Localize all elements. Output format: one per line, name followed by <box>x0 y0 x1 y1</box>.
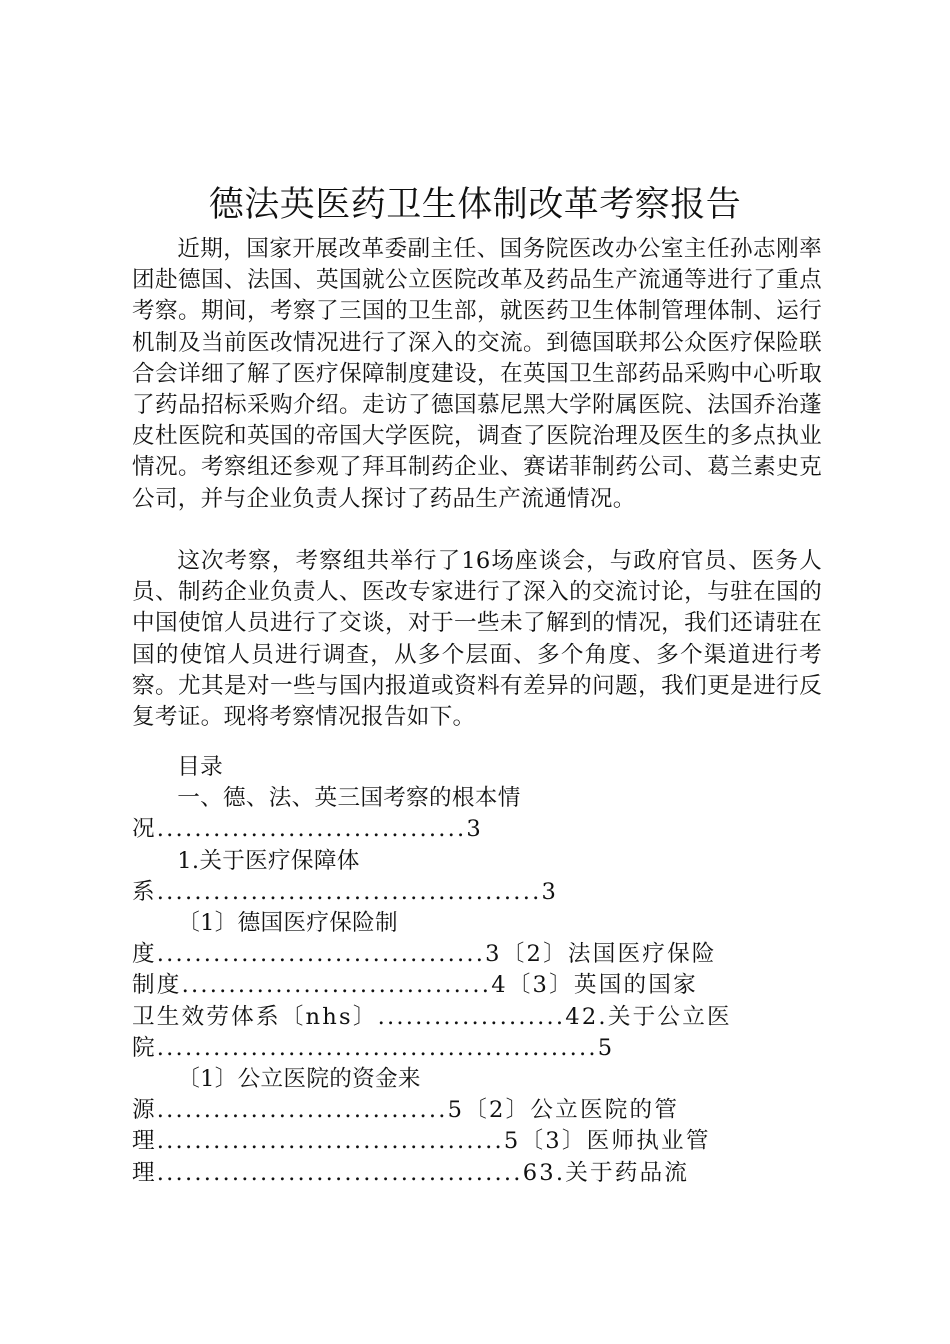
toc-entry: 源...............................5〔2〕公立医院的管 <box>132 1097 680 1124</box>
toc-entry: 制度.................................4〔3〕英国的国家 <box>132 972 698 999</box>
toc-entry: 〔1〕公立医院的资金来 <box>177 1066 421 1093</box>
toc-title: 目录 <box>177 754 223 780</box>
toc-entry: 1.关于医疗保障体 <box>177 847 360 874</box>
body-paragraph: 近期，国家开展改革委副主任、国务院医改办公室主任孙志刚率团赴德国、法国、英国就公立医院改革及药品生产流通等进行了重点考察。期间，考察了三国的卫生部，就医药卫生体制管理体制、运行机制及当前医改情况进行了深入的交流。到德国联邦公众医疗保险联合会详细了解了医疗保障制度建设，在英国卫生部药品采购中心听取了药品招标采购介绍。走访了德国慕尼黑大学附属医院、法国乔治蓬皮杜医院和英国的帝国大学医院，调查了医院治理及医生的多点执业情况。考察组还参观了拜耳制药企业、赛诺菲制药公司、葛兰素史克公司，并与企业负责人探讨了药品生产流通情况。 <box>132 236 822 512</box>
body-paragraph: 这次考察，考察组共举行了16场座谈会，与政府官员、医务人员、制药企业负责人、医改专家进行了深入的交流讨论，与驻在国的中国使馆人员进行了交谈，对于一些未了解到的情况，我们还请驻在国的使馆人员进行调查，从多个层面、多个角度、多个渠道进行考察。尤其是对一些与国内报道或资料有差异的问题，我们更是进行反复考证。现将考察情况报告如下。 <box>132 548 822 731</box>
toc-entry: 院...............................................5 <box>132 1034 615 1061</box>
body-paragraph-2-block <box>132 546 822 733</box>
toc-entry: 卫生效劳体系〔nhs〕....................42.关于公立医 <box>132 1003 732 1030</box>
document-title: 德法英医药卫生体制改革考察报告 <box>208 185 742 225</box>
toc-entry: 理.....................................5〔3〕医师执业管 <box>132 1128 711 1155</box>
toc-entry: 一、德、法、英三国考察的根本情 <box>177 785 521 812</box>
table-of-contents <box>132 752 832 1189</box>
toc-entry: 〔1〕德国医疗保险制 <box>177 910 398 937</box>
toc-entry: 系.........................................3 <box>132 878 559 905</box>
toc-entry: 度...................................3〔2〕法国医疗保险 <box>132 941 717 968</box>
toc-entry: 况.................................3 <box>132 816 483 843</box>
toc-entry: 理.......................................63.关于药品流 <box>132 1159 690 1186</box>
body-paragraph-1-block <box>132 234 822 515</box>
